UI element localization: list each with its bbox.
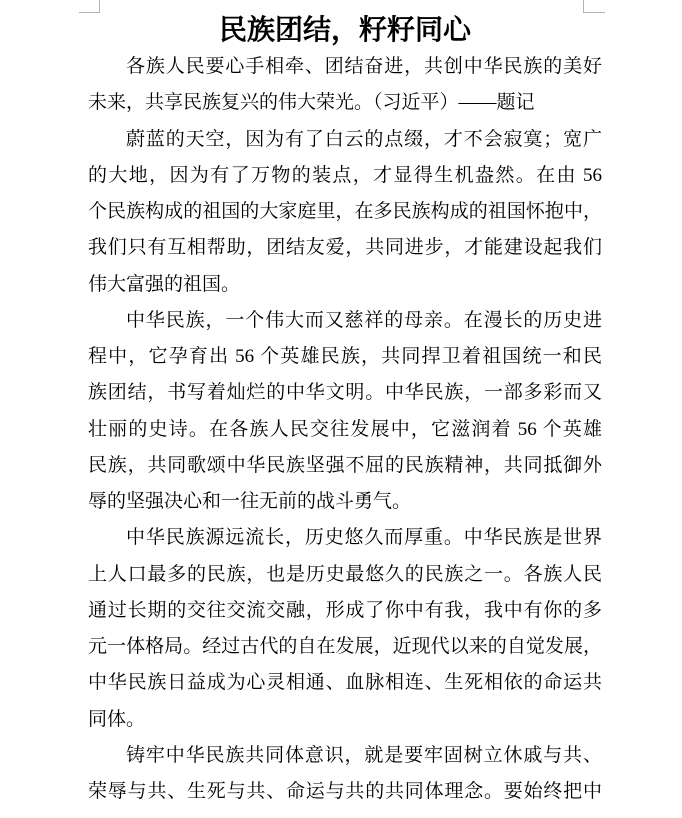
text-line: 伟大富强的祖国。 (88, 273, 241, 295)
document-title: 民族团结，籽籽同心 (218, 15, 471, 46)
paragraph (88, 49, 602, 122)
margin-mark-top-right (583, 0, 605, 13)
text-line: 辱的坚强决心和一往无前的战斗勇气。 (88, 491, 412, 512)
paragraph (88, 520, 602, 738)
text-line: 铸牢中华民族共同体意识，就是要牢固树立休戚与共、 (126, 744, 602, 766)
text-line: 壮丽的史诗。在各族人民交往发展中，它滋润着 56 个英雄 (88, 418, 602, 440)
text-line: 族团结，书写着灿烂的中华文明。中华民族，一部多彩而又 (88, 382, 602, 404)
text-line: 民族，共同歌颂中华民族坚强不屈的民族精神，共同抵御外 (88, 454, 602, 476)
text-line: 元一体格局。经过古代的自在发展，近现代以来的自觉发展， (88, 636, 602, 657)
margin-mark-top-left (79, 0, 100, 13)
text-line: 中华民族，一个伟大而又慈祥的母亲。在漫长的历史进 (126, 309, 602, 331)
text-line: 上人口最多的民族，也是历史最悠久的民族之一。各族人民 (88, 563, 602, 585)
paragraph (88, 303, 602, 521)
text-line: 同体。 (88, 708, 146, 730)
text-line: 荣辱与共、生死与共、命运与共的共同体理念。要始终把中 (88, 781, 602, 802)
text-line: 我们只有互相帮助，团结友爱，共同进步，才能建设起我们 (88, 237, 602, 259)
document-body (88, 49, 602, 810)
paragraph (88, 122, 602, 303)
text-line: 中华民族源远流长，历史悠久而厚重。中华民族是世界 (126, 527, 602, 549)
text-line: 通过长期的交往交流交融，形成了你中有我，我中有你的多 (88, 599, 602, 621)
text-line: 程中，它孕育出 56 个英雄民族，共同捍卫着祖国统一和民 (88, 346, 602, 367)
text-line: 的大地，因为有了万物的装点，才显得生机盎然。在由 56 (88, 164, 602, 186)
text-line: 蔚蓝的天空，因为有了白云的点缀，才不会寂寞；宽广 (126, 128, 602, 150)
document-content (88, 13, 602, 810)
text-line: 未来，共享民族复兴的伟大荣光。（习近平）——题记 (88, 92, 535, 114)
paragraph (88, 738, 602, 811)
text-line: 各族人民要心手相牵、团结奋进，共创中华民族的美好 (126, 56, 602, 77)
text-line: 中华民族日益成为心灵相通、血脉相连、生死相依的命运共 (88, 672, 602, 694)
text-line: 个民族构成的祖国的大家庭里，在多民族构成的祖国怀抱中， (88, 201, 602, 222)
